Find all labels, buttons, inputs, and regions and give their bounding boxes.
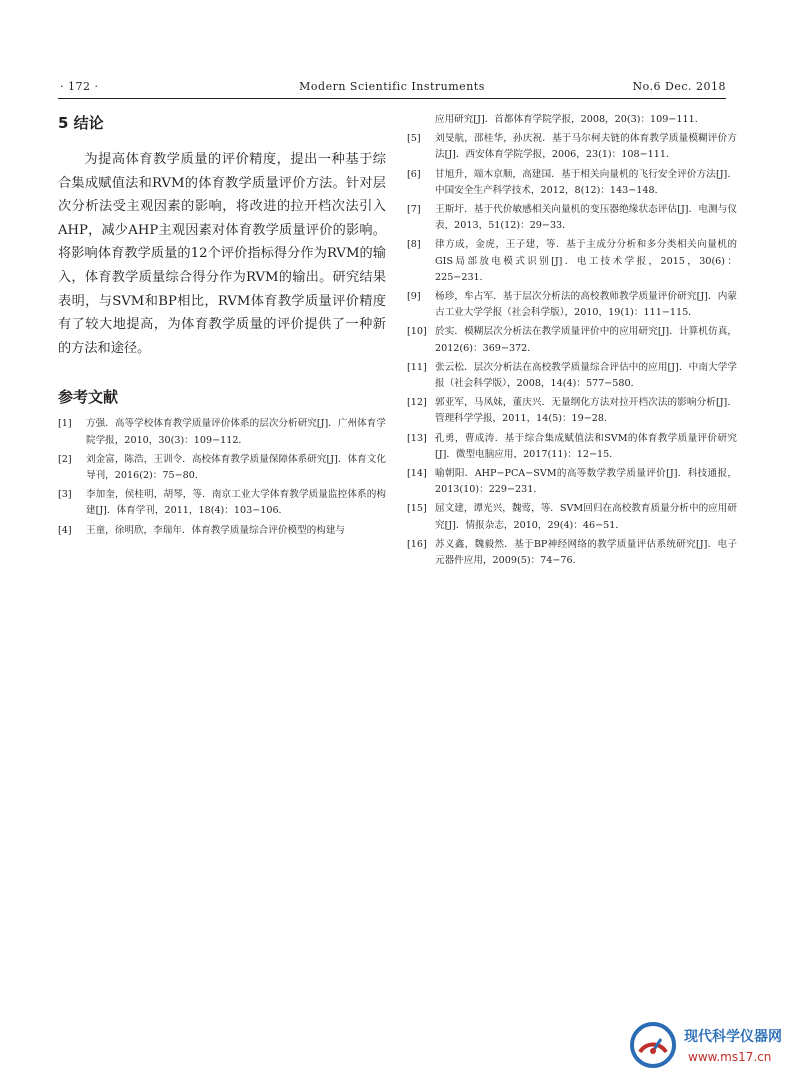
reference-continuation xyxy=(407,112,737,128)
reference-text: 刘金富，陈浩，王训令．高校体育教学质量保障体系研究[J]．体育文化导刊，2016(2)：75−80． xyxy=(86,453,386,481)
reference-text: 刘旻航，邵桂华，孙庆祝．基于马尔柯夫链的体育教学质量模糊评价方法[J]．西安体育学院学报，2006，23(1)：108−111． xyxy=(435,133,737,161)
reference-item xyxy=(407,360,737,392)
reference-number: [12] xyxy=(407,397,427,409)
reference-item xyxy=(58,523,386,539)
header-rule xyxy=(58,98,726,99)
reference-item xyxy=(407,324,737,356)
right-column xyxy=(407,112,737,572)
reference-number: [3] xyxy=(58,489,72,501)
reference-item xyxy=(58,452,386,484)
left-column xyxy=(58,112,386,542)
conclusion-paragraph: 为提高体育教学质量的评价精度，提出一种基于综合集成赋值法和RVM的体育教学质量评价方法。针对层次分析法受主观因素的影响，将改进的拉开档次法引入AHP，减少AHP主观因素对体育教学质量评价的影响。将影响体育教学质量的12个评价指标得分作为RVM的输入，体育教学质量综合得分作为RVM的输出。研究结果表明，与SVM和BP相比，RVM体育教学质量评价精度有了较大地提高，为体育教学质量的评价提供了一种新的方法和途径。 xyxy=(58,152,386,356)
reference-item xyxy=(407,466,737,498)
reference-item xyxy=(407,167,737,199)
reference-text: 於实．模糊层次分析法在教学质量评价中的应用研究[J]．计算机仿真，2012(6)：369−372． xyxy=(435,326,737,354)
site-watermark xyxy=(628,1020,788,1076)
reference-text: 方强．高等学校体育教学质量评价体系的层次分析研究[J]．广州体育学院学报，2010，30(3)：109−112． xyxy=(86,418,386,446)
reference-item xyxy=(407,431,737,463)
reference-text: 孔勇，曹成涛．基于综合集成赋值法和SVM的体育教学质量评价研究[J]．微型电脑应用，2017(11)：12−15． xyxy=(435,432,737,460)
reference-number: [4] xyxy=(58,524,72,536)
reference-text: 李加奎，侯桂明，胡琴，等．南京工业大学体育教学质量监控体系的构建[J]．体育学刊，2011，18(4)：103−106． xyxy=(86,489,386,517)
reference-item xyxy=(407,202,737,234)
reference-number: [14] xyxy=(407,468,427,480)
reference-number: [16] xyxy=(407,538,427,550)
reference-text: 杨珍，牟占军．基于层次分析法的高校教师教学质量评价研究[J]．内蒙古工业大学学报（社会科学版），2010，19(1)：111−115． xyxy=(435,291,737,319)
reference-number: [11] xyxy=(407,361,427,373)
watermark-url: www.ms17.cn xyxy=(688,1050,772,1064)
reference-number: [7] xyxy=(407,204,421,216)
references-heading: 参考文献 xyxy=(58,388,119,407)
reference-number: [13] xyxy=(407,432,427,444)
reference-text: 郭亚军，马凤妹，董庆兴．无量纲化方法对拉开档次法的影响分析[J]．管理科学学报，2011，14(5)：19−28． xyxy=(435,397,737,425)
reference-number: [6] xyxy=(407,168,421,180)
page-number: · 172 · xyxy=(60,80,99,93)
reference-text: 甘旭升，端木京顺，高建国．基于相关向量机的飞行安全评价方法[J]．中国安全生产科学技术，2012，8(12)：143−148． xyxy=(435,168,737,196)
reference-item xyxy=(58,487,386,519)
reference-number: [8] xyxy=(407,239,421,251)
reference-text: 张云松．层次分析法在高校教学质量综合评估中的应用[J]．中南大学学报（社会科学版），2008，14(4)：577−580． xyxy=(435,361,737,390)
reference-text: 屈文建，谭光兴，魏莺，等．SVM回归在高校教育质量分析中的应用研究[J]．情报杂志，2010，29(4)：46−51． xyxy=(435,503,737,531)
reference-text: 王童，徐明欣，李瑞年．体育教学质量综合评价模型的构建与 xyxy=(86,524,346,536)
reference-item xyxy=(407,237,737,286)
reference-number: [10] xyxy=(407,326,427,338)
reference-text: 喻朝阳．AHP−PCA−SVM的高等数学教学质量评价[J]．科技通报，2013(10)：229−231． xyxy=(435,468,737,496)
watermark-name: 现代科学仪器网 xyxy=(684,1029,782,1045)
conclusion-heading: 5 结论 xyxy=(58,114,104,132)
reference-item xyxy=(58,416,386,448)
reference-item xyxy=(407,537,737,569)
reference-number: [1] xyxy=(58,418,72,430)
reference-list-right xyxy=(407,131,737,569)
reference-number: [9] xyxy=(407,291,421,303)
reference-text: 应用研究[J]．首都体育学院学报，2008，20(3)：109−111． xyxy=(435,114,705,125)
reference-text: 苏义鑫，魏毅然．基于BP神经网络的教学质量评估系统研究[J]．电子元器件应用，2009(5)：74−76． xyxy=(435,538,737,567)
reference-text: 律方成，金虎，王子建，等．基于主成分分析和多分类相关向量机的GIS局部放电模式识别[J]．电工技术学报，2015，30(6)：225−231． xyxy=(435,239,737,283)
reference-item xyxy=(407,395,737,427)
reference-number: [5] xyxy=(407,133,421,145)
journal-name: Modern Scientific Instruments xyxy=(299,80,485,93)
reference-item xyxy=(407,289,737,321)
reference-text: 王斯圩．基于代价敏感相关向量机的变压器绝缘状态评估[J]．电测与仪表，2013，51(12)：29−33． xyxy=(435,204,737,232)
reference-list-left xyxy=(58,416,386,538)
reference-number: [2] xyxy=(58,453,72,465)
running-header xyxy=(58,80,726,96)
issue-info: No.6 Dec. 2018 xyxy=(632,80,726,93)
reference-item xyxy=(407,501,737,533)
reference-number: [15] xyxy=(407,503,427,515)
reference-item xyxy=(407,131,737,163)
gauge-logo-icon xyxy=(628,1020,678,1070)
